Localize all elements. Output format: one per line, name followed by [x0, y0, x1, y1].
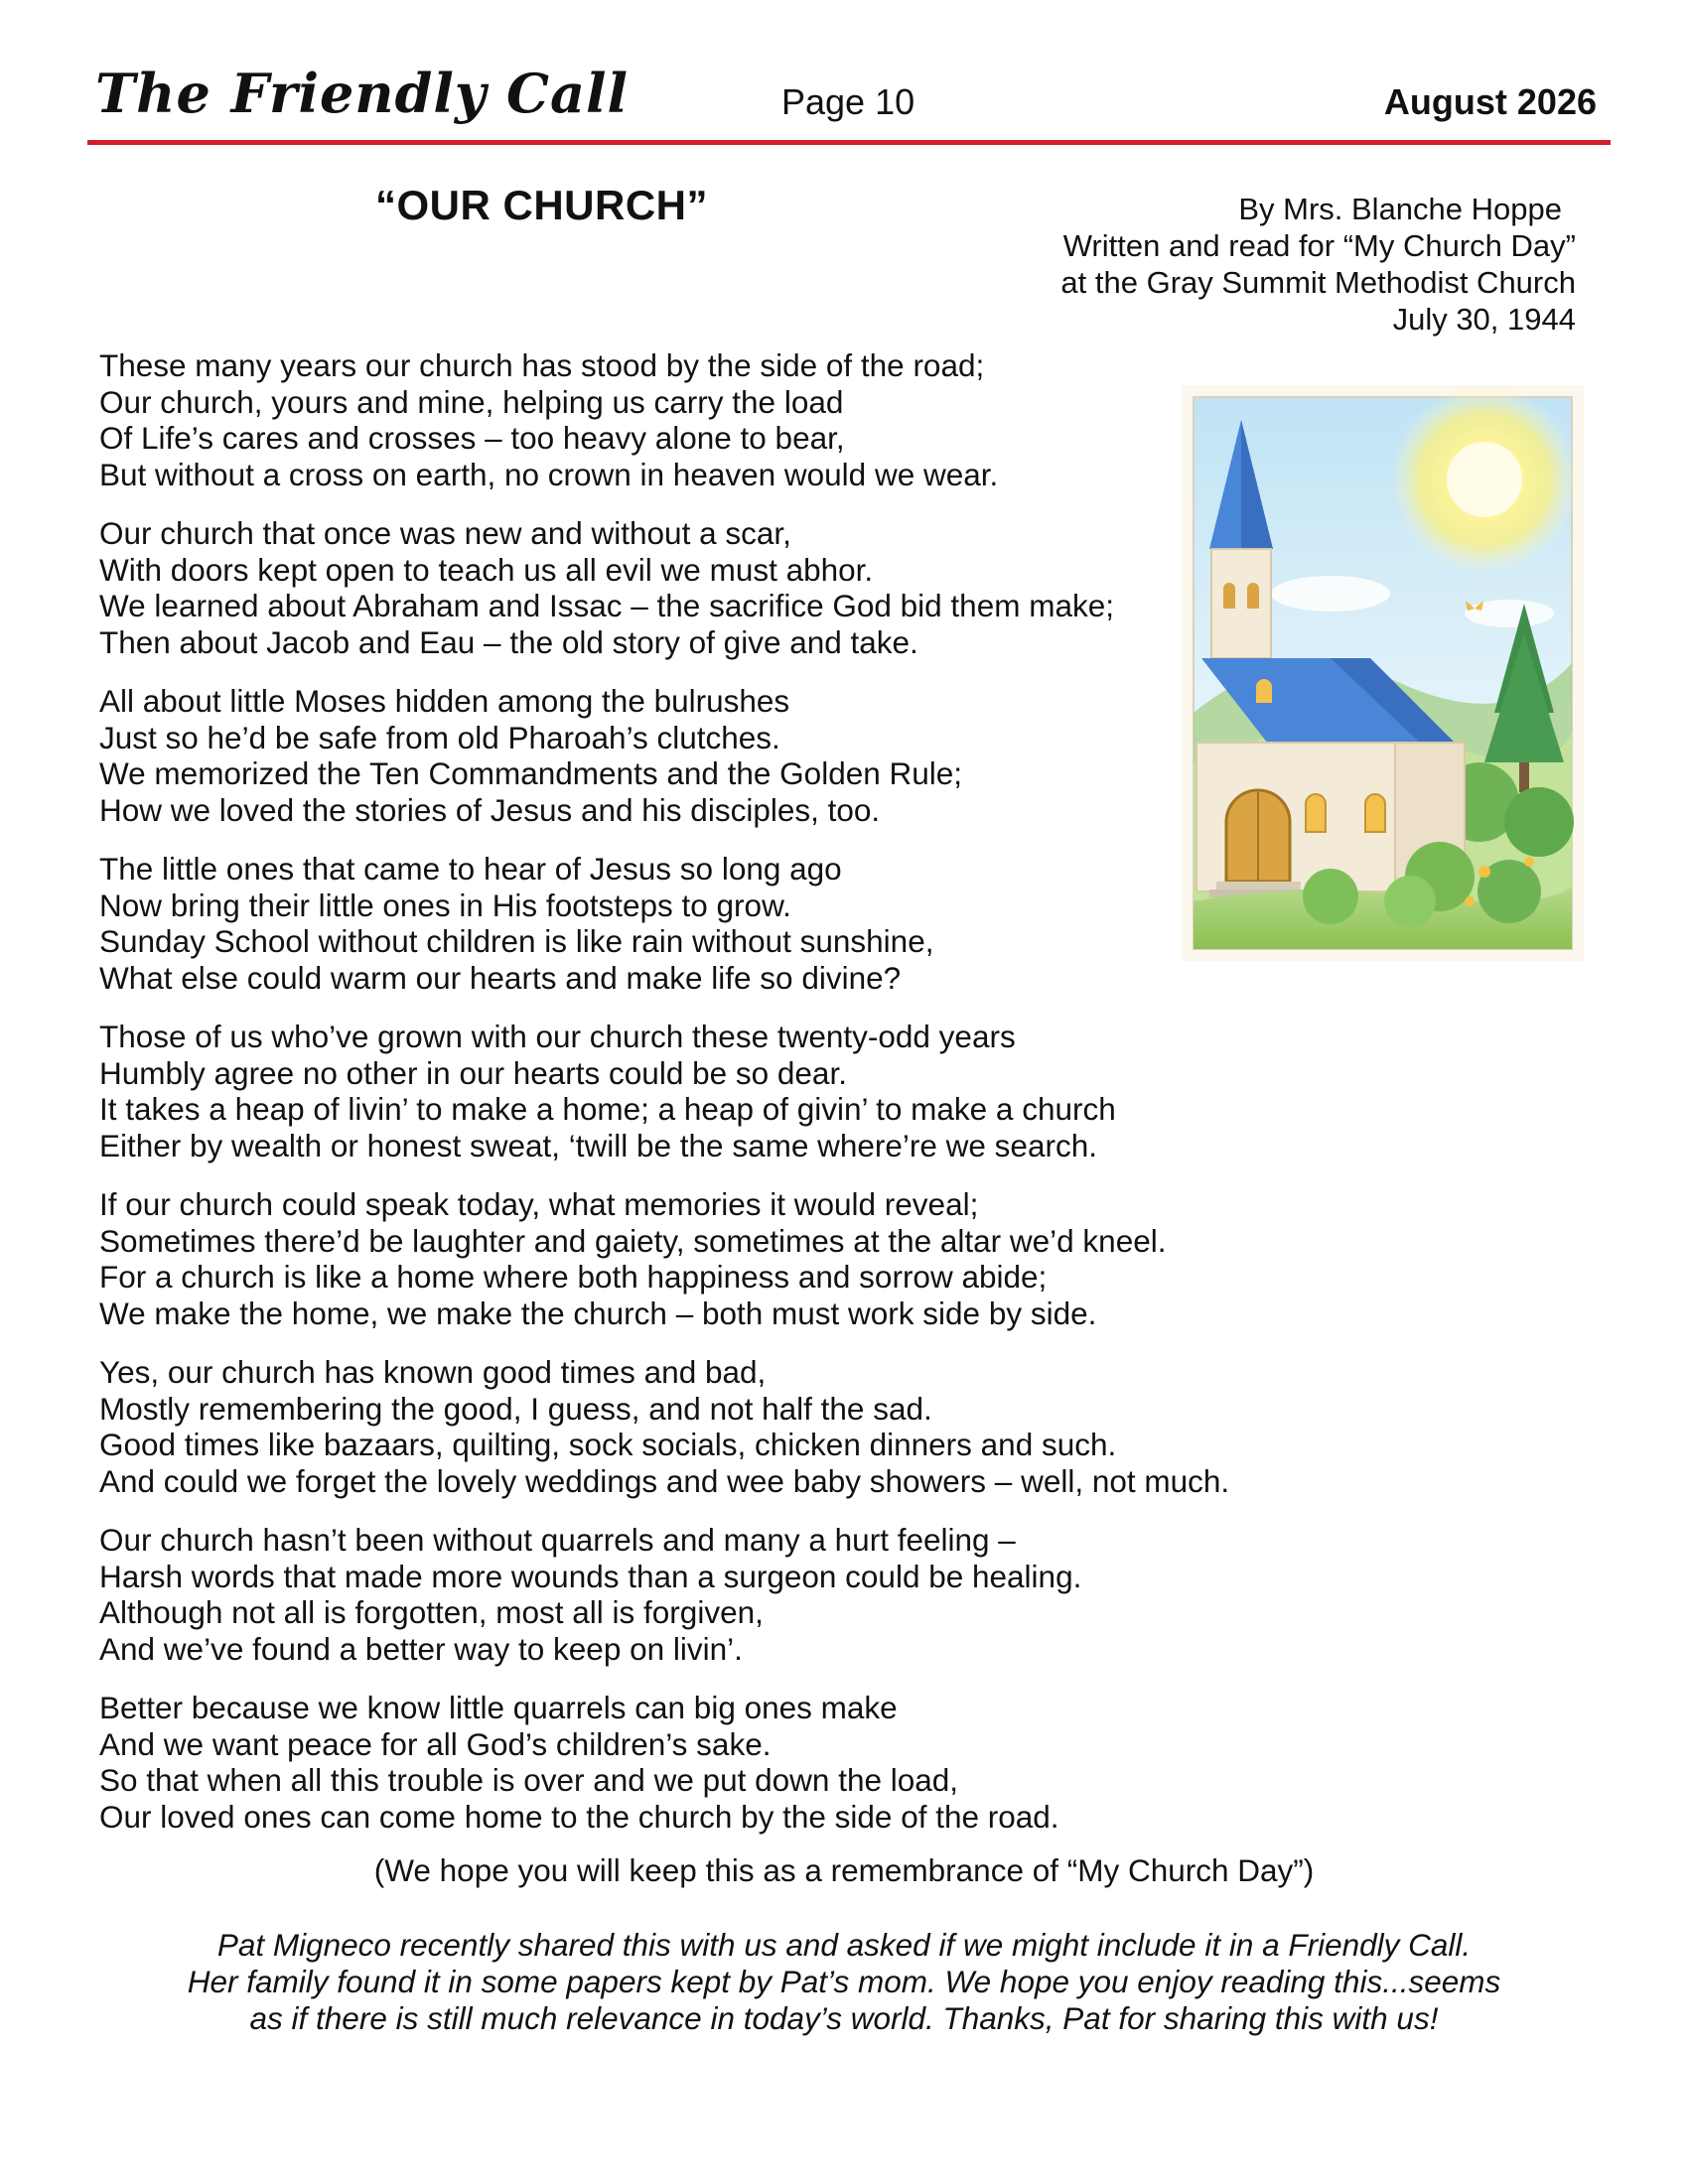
- closing-note-line: Her family found it in some papers kept by Pat’s mom. We hope you enjoy reading this...seems: [187, 1964, 1501, 1999]
- poem-line: For a church is like a home where both happiness and sorrow abide;: [99, 1259, 1048, 1295]
- stanza: [99, 1186, 1291, 1331]
- poem-line: Just so he’d be safe from old Pharoah’s clutches.: [99, 719, 780, 755]
- poem-body: [99, 347, 1291, 1857]
- byline-date: July 30, 1944: [1392, 302, 1576, 337]
- closing-note-line: Pat Migneco recently shared this with us and asked if we might include it in a Friendly Call.: [216, 1927, 1472, 1963]
- poem-line: Yes, our church has known good times and bad,: [99, 1354, 767, 1390]
- poem-line: And we’ve found a better way to keep on livin’.: [99, 1630, 743, 1667]
- poem-line: Harsh words that made more wounds than a surgeon could be healing.: [99, 1558, 1082, 1594]
- poem-line: We make the home, we make the church – both must work side by side.: [99, 1295, 1097, 1331]
- poem-line: Now bring their little ones in His footsteps to grow.: [99, 887, 791, 923]
- stanza: [99, 1019, 1291, 1163]
- byline-occasion: Written and read for “My Church Day”: [1062, 228, 1576, 263]
- church-illustration: [1182, 385, 1584, 961]
- poem-line: What else could warm our hearts and make life so divine?: [99, 959, 902, 996]
- poem-line: Either by wealth or honest sweat, ‘twill be the same where’re we search.: [99, 1127, 1097, 1163]
- byline: [1060, 191, 1576, 338]
- poem-line: Our church that once was new and without a scar,: [99, 515, 791, 551]
- poem-line: All about little Moses hidden among the bulrushes: [99, 683, 790, 719]
- poem-line: Of Life’s cares and crosses – too heavy alone to bear,: [99, 420, 845, 456]
- poem-line: And could we forget the lovely weddings and wee baby showers – well, not much.: [99, 1462, 1230, 1499]
- poem-line: Sunday School without children is like rain without sunshine,: [99, 923, 934, 959]
- stanza: [99, 1690, 1291, 1835]
- church-icon: [1182, 385, 1584, 961]
- byline-author: By Mrs. Blanche Hoppe: [1238, 192, 1562, 226]
- poem-line: Mostly remembering the good, I guess, and not half the sad.: [99, 1390, 932, 1427]
- poem-line: How we loved the stories of Jesus and his disciples, too.: [99, 791, 881, 828]
- stanza: [99, 347, 1291, 492]
- page-number: Page 10: [781, 81, 915, 122]
- header-divider: [87, 140, 1611, 145]
- stanza: [99, 683, 1291, 828]
- poem-line: It takes a heap of livin’ to make a home; a heap of givin’ to make a church: [99, 1091, 1116, 1127]
- poem-line: But without a cross on earth, no crown in heaven would we wear.: [99, 456, 999, 492]
- byline-location: at the Gray Summit Methodist Church: [1060, 265, 1576, 300]
- masthead: The Friendly Call: [95, 62, 630, 125]
- poem-line: Better because we know little quarrels can big ones make: [99, 1690, 898, 1725]
- poem-line: Those of us who’ve grown with our church these twenty-odd years: [99, 1019, 1016, 1054]
- poem-line: If our church could speak today, what memories it would reveal;: [99, 1186, 979, 1222]
- stanza: [99, 515, 1291, 660]
- poem-line: The little ones that came to hear of Jesus so long ago: [99, 851, 842, 887]
- issue-date: August 2026: [1383, 81, 1597, 122]
- stanza: [99, 851, 1291, 996]
- poem-line: Humbly agree no other in our hearts could be so dear.: [99, 1054, 847, 1091]
- closing-note: [0, 1927, 1688, 2037]
- poem-line: Our church, yours and mine, helping us carry the load: [99, 383, 844, 420]
- poem-line: Good times like bazaars, quilting, sock socials, chicken dinners and such.: [99, 1427, 1117, 1462]
- poem-line: And we want peace for all God’s children’s sake.: [99, 1725, 772, 1762]
- remembrance-note: (We hope you will keep this as a remembrance of “My Church Day”): [373, 1852, 1315, 1888]
- closing-note-line: as if there is still much relevance in today’s world. Thanks, Pat for sharing this with us!: [249, 2000, 1439, 2036]
- poem-line: We learned about Abraham and Issac – the sacrifice God bid them make;: [99, 588, 1114, 623]
- poem-line: So that when all this trouble is over and we put down the load,: [99, 1762, 959, 1798]
- poem-line: These many years our church has stood by the side of the road;: [99, 347, 985, 383]
- poem-line: Our church hasn’t been without quarrels and many a hurt feeling –: [99, 1522, 1016, 1558]
- poem-line: With doors kept open to teach us all evil we must abhor.: [99, 551, 874, 588]
- poem-line: Our loved ones can come home to the church by the side of the road.: [99, 1798, 1059, 1835]
- poem-title: “OUR CHURCH”: [375, 182, 708, 228]
- poem-line: Then about Jacob and Eau – the old story of give and take.: [99, 623, 918, 660]
- poem-line: Sometimes there’d be laughter and gaiety, sometimes at the altar we’d kneel.: [99, 1222, 1167, 1259]
- poem-line: Although not all is forgotten, most all is forgiven,: [99, 1594, 764, 1630]
- poem-line: We memorized the Ten Commandments and the Golden Rule;: [99, 755, 963, 791]
- stanza: [99, 1522, 1291, 1667]
- stanza: [99, 1354, 1291, 1499]
